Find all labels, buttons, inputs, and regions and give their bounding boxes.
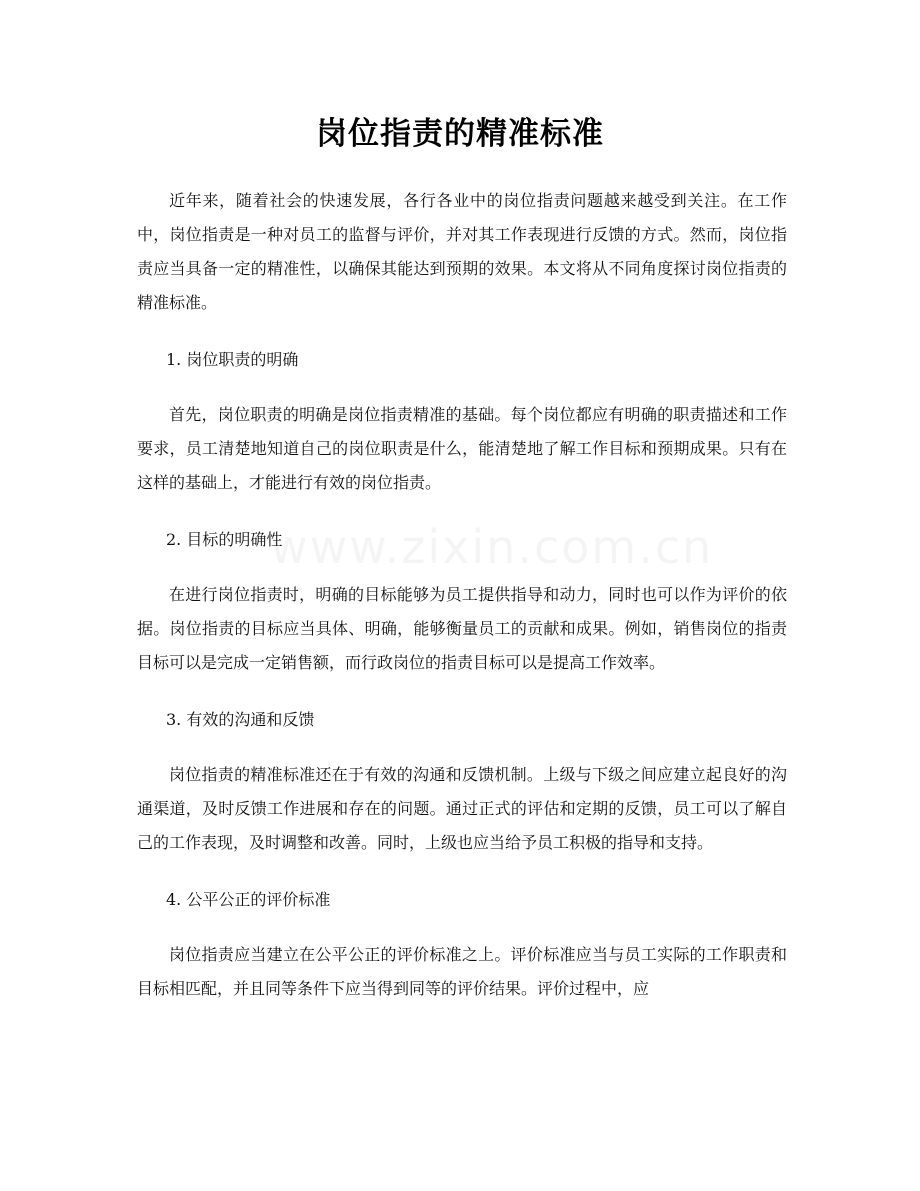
section-heading-4: 4. 公平公正的评价标准 [166,890,331,909]
document-body [137,184,787,1029]
section-heading-1: 1. 岗位职责的明确 [166,350,299,369]
document-title: 岗位指责的精准标准 [316,116,604,152]
section-heading-3: 3. 有效的沟通和反馈 [166,710,315,729]
section-heading-2: 2. 目标的明确性 [166,530,283,549]
section-paragraph-2: 在进行岗位指责时，明确的目标能够为员工提供指导和动力，同时也可以作为评价的依据。岗位指责的目标应当具体、明确，能够衡量员工的贡献和成果。例如，销售岗位的指责目标可以是完成一定销售额，而行政岗位的指责目标可以是提高工作效率。 [137,585,787,672]
section-paragraph-4: 岗位指责应当建立在公平公正的评价标准之上。评价标准应当与员工实际的工作职责和目标相匹配，并且同等条件下应当得到同等的评价结果。评价过程中，应 [137,945,787,998]
intro-paragraph: 近年来，随着社会的快速发展，各行各业中的岗位指责问题越来越受到关注。在工作中，岗位指责是一种对员工的监督与评价，并对其工作表现进行反馈的方式。然而，岗位指责应当具备一定的精准性，以确保其能达到预期的效果。本文将从不同角度探讨岗位指责的精准标准。 [137,191,787,312]
section-paragraph-1: 首先，岗位职责的明确是岗位指责精准的基础。每个岗位都应有明确的职责描述和工作要求，员工清楚地知道自己的岗位职责是什么，能清楚地了解工作目标和预期成果。只有在这样的基础上，才能进行有效的岗位指责。 [137,405,787,492]
section-paragraph-3: 岗位指责的精准标准还在于有效的沟通和反馈机制。上级与下级之间应建立起良好的沟通渠道，及时反馈工作进展和存在的问题。通过正式的评估和定期的反馈，员工可以了解自己的工作表现，及时调整和改善。同时，上级也应当给予员工积极的指导和支持。 [137,765,787,852]
